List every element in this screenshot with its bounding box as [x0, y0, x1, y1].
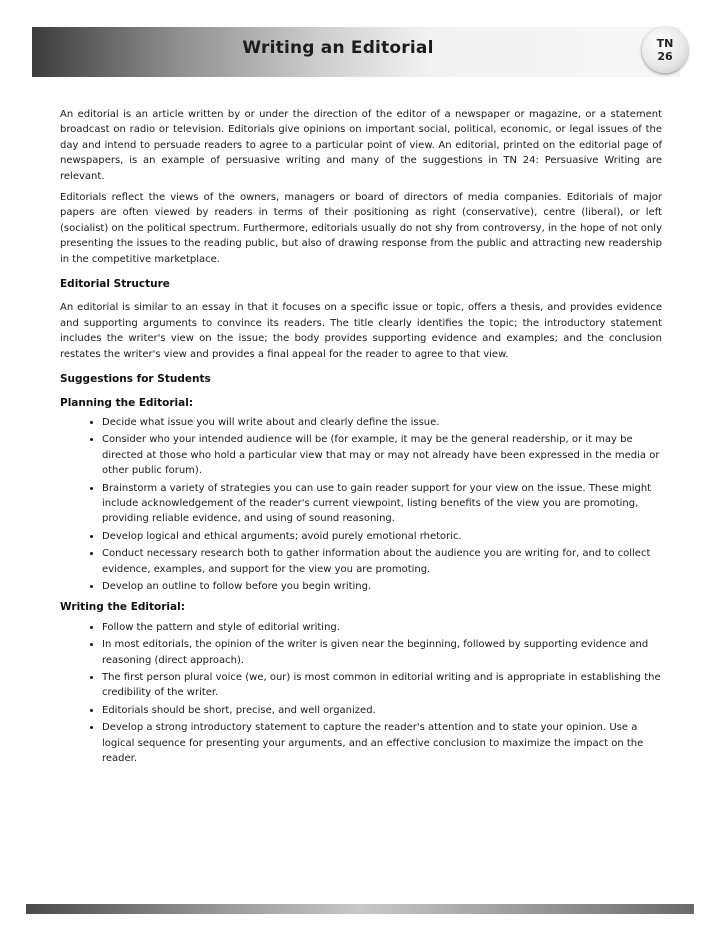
badge-number: 26 — [657, 50, 673, 63]
list-item: • Conduct necessary research both to gather information about the audience you are writing for, and to collect evidence, examples, and support for the view you are promoting. — [102, 546, 662, 577]
tn-badge — [642, 27, 688, 73]
subheading-planning: Planning the Editorial: — [60, 396, 194, 409]
structure-paragraph: An editorial is similar to an essay in that it focuses on a specific issue or topic, offers a thesis, and provides evidence and supporting arguments to convince its readers. The title clearly identifies the topic; the introductory statement includes the writer's view on the issue; the body provides supporting evidence and examples; and the conclusion restates the writer's view and provides a final appeal for the reader to agree to that view. — [60, 302, 662, 360]
list-item: • Decide what issue you will write about and clearly define the issue. — [102, 415, 662, 430]
list-item: • Follow the pattern and style of editorial writing. — [102, 620, 662, 635]
badge-label: TN — [656, 37, 674, 50]
intro-paragraph-1: An editorial is an article written by or under the direction of the editor of a newspaper or magazine, or a statement broadcast on radio or television. Editorials give opinions on important social, political, economic, or legal issues of the day and intend to persuade readers to agree to a particular point of view. An editorial, printed on the editorial page of newspapers, is an example of persuasive writing and many of the suggestions in TN 24: Persuasive Writing are relevant. — [60, 109, 662, 182]
list-item: • Editorials should be short, precise, and well organized. — [102, 703, 662, 718]
section-heading-suggestions: Suggestions for Students — [60, 373, 211, 386]
list-item: • Develop a strong introductory statement to capture the reader's attention and to state your opinion. Use a logical sequence for presenting your arguments, and an effective conclusion to maximize the impact on the reader. — [102, 720, 662, 766]
list-item: • Develop an outline to follow before you begin writing. — [102, 579, 662, 594]
document-body — [60, 107, 662, 772]
intro-paragraph-2: Editorials reflect the views of the owners, managers or board of directors of media companies. Editorials of major papers are often viewed by readers in terms of their positioning as right (conservative), centre (liberal), or left (socialist) on the political spectrum. Furthermore, editorials usually do not shy from controversy, in the hope of not only presenting the issues to the reading public, but also of drawing response from the public and attracting new readership in the competitive marketplace. — [60, 192, 662, 265]
list-item: • Develop logical and ethical arguments; avoid purely emotional rhetoric. — [102, 529, 662, 544]
section-heading-structure: Editorial Structure — [60, 278, 170, 291]
writing-list — [60, 620, 662, 767]
list-item: • In most editorials, the opinion of the writer is given near the beginning, followed by supporting evidence and reasoning (direct approach). — [102, 637, 662, 668]
page-title: Writing an Editorial — [242, 38, 434, 58]
list-item: • The first person plural voice (we, our) is most common in editorial writing and is appropriate in establishing the credibility of the writer. — [102, 670, 662, 701]
list-item: • Consider who your intended audience will be (for example, it may be the general readership, or it may be directed at those who hold a particular view that may or may not already have been expressed in the media or other public forum). — [102, 432, 662, 478]
list-item: • Brainstorm a variety of strategies you can use to gain reader support for your view on the issue. These might include acknowledgement of the reader's current viewpoint, listing benefits of the view you are promoting, providing reliable evidence, and using of sound reasoning. — [102, 481, 662, 527]
footer-bar — [26, 904, 694, 914]
subheading-writing: Writing the Editorial: — [60, 601, 185, 614]
planning-list — [60, 415, 662, 594]
